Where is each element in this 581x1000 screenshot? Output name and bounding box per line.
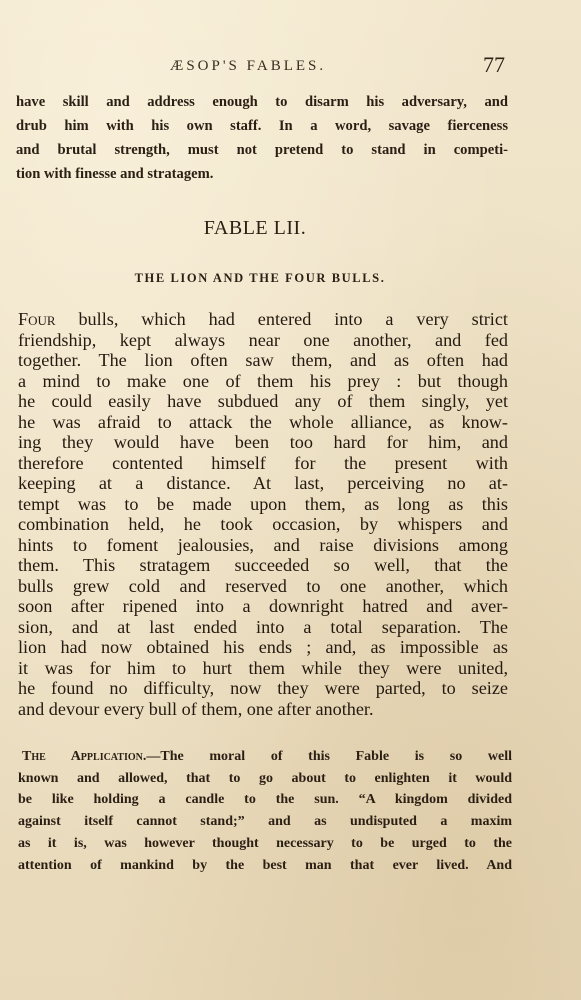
fable-body xyxy=(18,309,508,719)
fable-line: bulls grew cold and reserved to one another, which xyxy=(18,575,508,596)
intro-line: and brutal strength, must not pretend to stand in competi- xyxy=(16,142,508,158)
fable-line: keeping at a distance. At last, perceiving no at- xyxy=(18,473,508,493)
application-line: against itself cannot stand;” and as undisputed a maxim xyxy=(18,814,512,830)
fable-line: and devour every bull of them, one after another. xyxy=(18,698,374,719)
fable-line: a mind to make one of them his prey : but though xyxy=(18,370,508,391)
fable-line: soon after ripened into a downright hatred and aver- xyxy=(18,596,508,616)
page-number: 77 xyxy=(483,52,505,77)
application-heading: The Application. xyxy=(22,749,147,764)
intro-line: drub him with his own staff. In a word, savage fierceness xyxy=(16,118,508,134)
fable-line: lion had now obtained his ends ; and, as impossible as xyxy=(18,637,508,657)
fable-first-word: Four xyxy=(18,309,56,329)
intro-line: tion with finesse and stratagem. xyxy=(16,166,214,182)
running-head xyxy=(0,52,581,82)
fable-title: THE LION AND THE FOUR BULLS. xyxy=(134,271,386,285)
application-line: attention of mankind by the best man that ever lived. And xyxy=(18,857,512,873)
fable-line: hints to foment jealousies, and raise divisions among xyxy=(18,534,508,555)
fable-line: tempt was to be made upon them, as long as this xyxy=(18,493,508,514)
fable-line: he found no difficulty, now they were parted, to seize xyxy=(18,678,508,698)
fable-first-line-rest: bulls, which had entered into a very strict xyxy=(55,309,508,329)
intro-paragraph xyxy=(16,90,508,186)
fable-line: therefore contented himself for the present with xyxy=(18,452,508,473)
running-title: ÆSOP'S FABLES. xyxy=(170,58,327,74)
fable-line: friendship, kept always near one another, and fed xyxy=(18,329,508,350)
fable-line: them. This stratagem succeeded so well, that the xyxy=(18,555,508,575)
intro-line: have skill and address enough to disarm his adversary, and xyxy=(16,94,508,110)
application-paragraph xyxy=(18,746,512,876)
application-first-line-rest: —The moral of this Fable is so well xyxy=(146,749,512,764)
fable-line: he could easily have subdued any of them singly, yet xyxy=(18,391,508,411)
fable-line: combination held, he took occasion, by whispers and xyxy=(18,514,508,534)
fable-line: together. The lion often saw them, and as often had xyxy=(18,350,508,370)
fable-number: FABLE LII. xyxy=(203,217,307,239)
fable-line: he was afraid to attack the whole alliance, as know- xyxy=(18,411,508,432)
fable-line: sion, and at last ended into a total separation. The xyxy=(18,616,508,637)
fable-line xyxy=(18,309,508,330)
application-line: known and allowed, that to go about to enlighten it would xyxy=(18,770,512,786)
application-line: as it is, was however thought necessary to be urged to the xyxy=(18,835,512,851)
application-line xyxy=(18,746,512,768)
fable-line: it was for him to hurt them while they were united, xyxy=(18,657,508,678)
fable-line: ing they would have been too hard for him, and xyxy=(18,432,508,452)
application-line: be like holding a candle to the sun. “A kingdom divided xyxy=(18,792,512,808)
